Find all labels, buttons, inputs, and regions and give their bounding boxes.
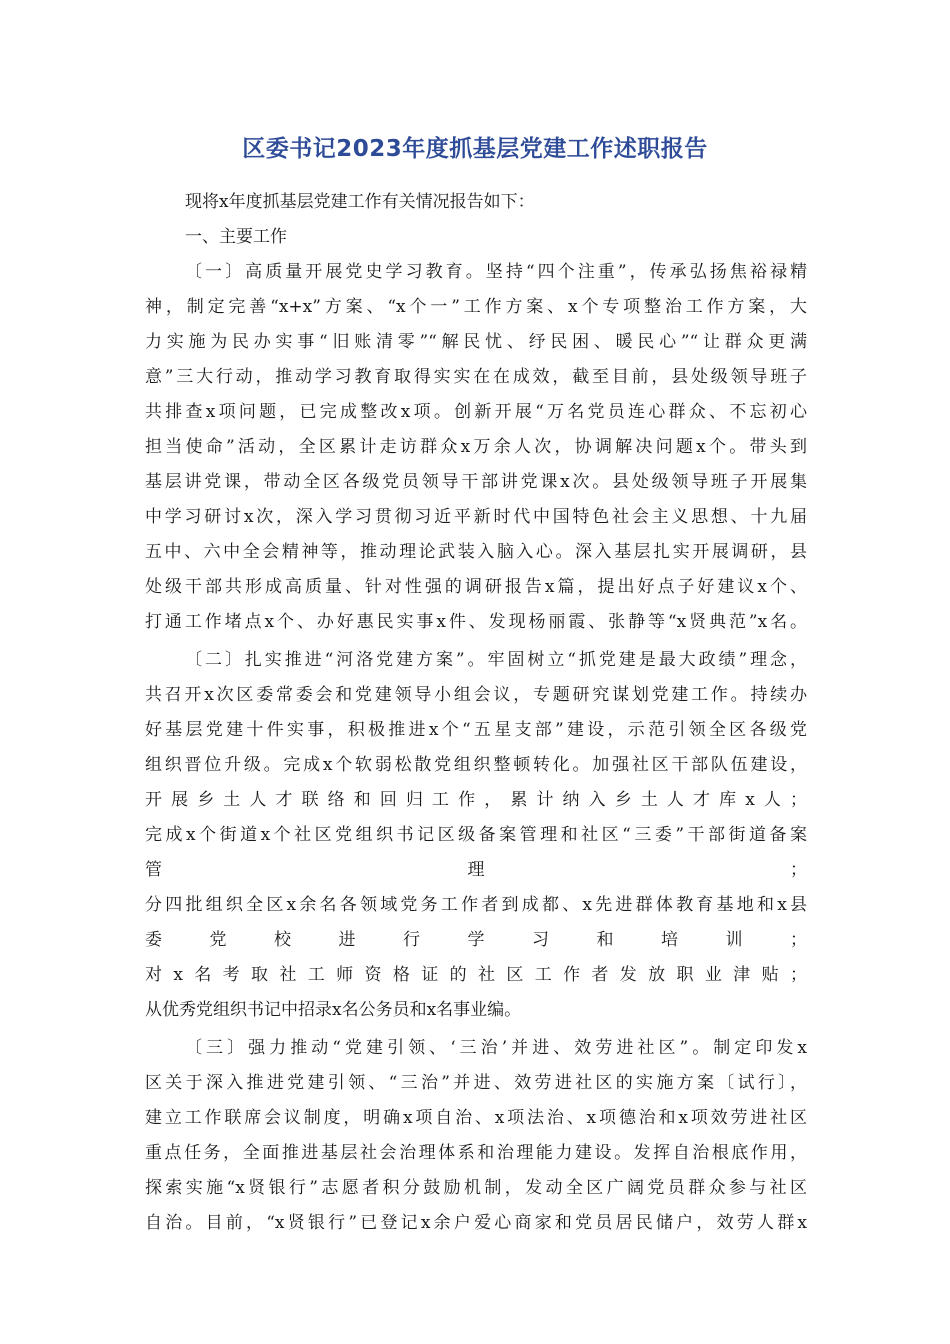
paragraph-line: 委党校进行学习和培训； — [145, 930, 807, 950]
intro-line: 现将x年度抓基层党建工作有关情况报告如下： — [185, 192, 535, 212]
paragraph-line: 区关于深入推进党建引领、“三治”并进、效劳进社区的实施方案〔试行〕， — [145, 1073, 807, 1093]
paragraph-line: 〔一〕高质量开展党史学习教育。坚持“四个注重”，传承弘扬焦裕禄精 — [185, 262, 807, 282]
section-heading: 一、主要工作 — [185, 227, 287, 247]
paragraph-line: 完成x个街道x个社区党组织书记区级备案管理和社区“三委”干部街道备案 — [145, 825, 807, 845]
paragraph-line: 开展乡土人才联络和回归工作，累计纳入乡土人才库x人； — [145, 790, 807, 810]
paragraph-line: 五中、六中全会精神等，推动理论武装入脑入心。深入基层扎实开展调研，县 — [145, 542, 807, 562]
paragraph-line: 探索实施“x贤银行”志愿者积分鼓励机制，发动全区广阔党员群众参与社区 — [145, 1178, 807, 1198]
paragraph-line: 意”三大行动，推动学习教育取得实实在在成效，截至目前，县处级领导班子 — [145, 367, 807, 387]
paragraph-line: 管理； — [145, 860, 807, 880]
paragraph-line: 自治。目前，“x贤银行”已登记x余户爱心商家和党员居民储户，效劳人群x — [145, 1213, 807, 1233]
paragraph-line: 神，制定完善“x+x”方案、“x个一”工作方案、x个专项整治工作方案，大 — [145, 297, 807, 317]
paragraph-line: 好基层党建十件实事，积极推进x个“五星支部”建设，示范引领全区各级党 — [145, 720, 807, 740]
paragraph-line: 分四批组织全区x余名各领域党务工作者到成都、x先进群体教育基地和x县 — [145, 895, 807, 915]
paragraph-line: 打通工作堵点x个、办好惠民实事x件、发现杨丽霞、张静等“x贤典范”x名。 — [145, 612, 807, 632]
paragraph-line: 组织晋位升级。完成x个软弱松散党组织整顿转化。加强社区干部队伍建设， — [145, 755, 807, 775]
paragraph-line: 力实施为民办实事“旧账清零”“解民忧、纾民困、暖民心”“让群众更满 — [145, 332, 807, 352]
paragraph-line: 对x名考取社工师资格证的社区工作者发放职业津贴； — [145, 965, 807, 985]
paragraph-line: 中学习研讨x次，深入学习贯彻习近平新时代中国特色社会主义思想、十九届 — [145, 507, 807, 527]
paragraph-line: 从优秀党组织书记中招录x名公务员和x名事业编。 — [145, 1000, 522, 1020]
paragraph-line: 重点任务，全面推进基层社会治理体系和治理能力建设。发挥自治根底作用， — [145, 1143, 807, 1163]
paragraph-line: 处级干部共形成高质量、针对性强的调研报告x篇，提出好点子好建议x个、 — [145, 577, 807, 597]
paragraph-line: 共排查x项问题，已完成整改x项。创新开展“万名党员连心群众、不忘初心 — [145, 402, 807, 422]
document-title: 区委书记2023年度抓基层党建工作述职报告 — [242, 136, 708, 162]
paragraph-line: 建立工作联席会议制度，明确x项自治、x项法治、x项德治和x项效劳进社区 — [145, 1108, 807, 1128]
paragraph-line: 担当使命”活动，全区累计走访群众x万余人次，协调解决问题x个。带头到 — [145, 437, 807, 457]
paragraph-line: 基层讲党课，带动全区各级党员领导干部讲党课x次。县处级领导班子开展集 — [145, 472, 807, 492]
paragraph-line: 〔二〕扎实推进“河洛党建方案”。牢固树立“抓党建是最大政绩”理念， — [185, 650, 807, 670]
paragraph-line: 共召开x次区委常委会和党建领导小组会议，专题研究谋划党建工作。持续办 — [145, 685, 807, 705]
paragraph-line: 〔三〕强力推动“党建引领、‘三治’并进、效劳进社区”。制定印发x — [185, 1038, 807, 1058]
